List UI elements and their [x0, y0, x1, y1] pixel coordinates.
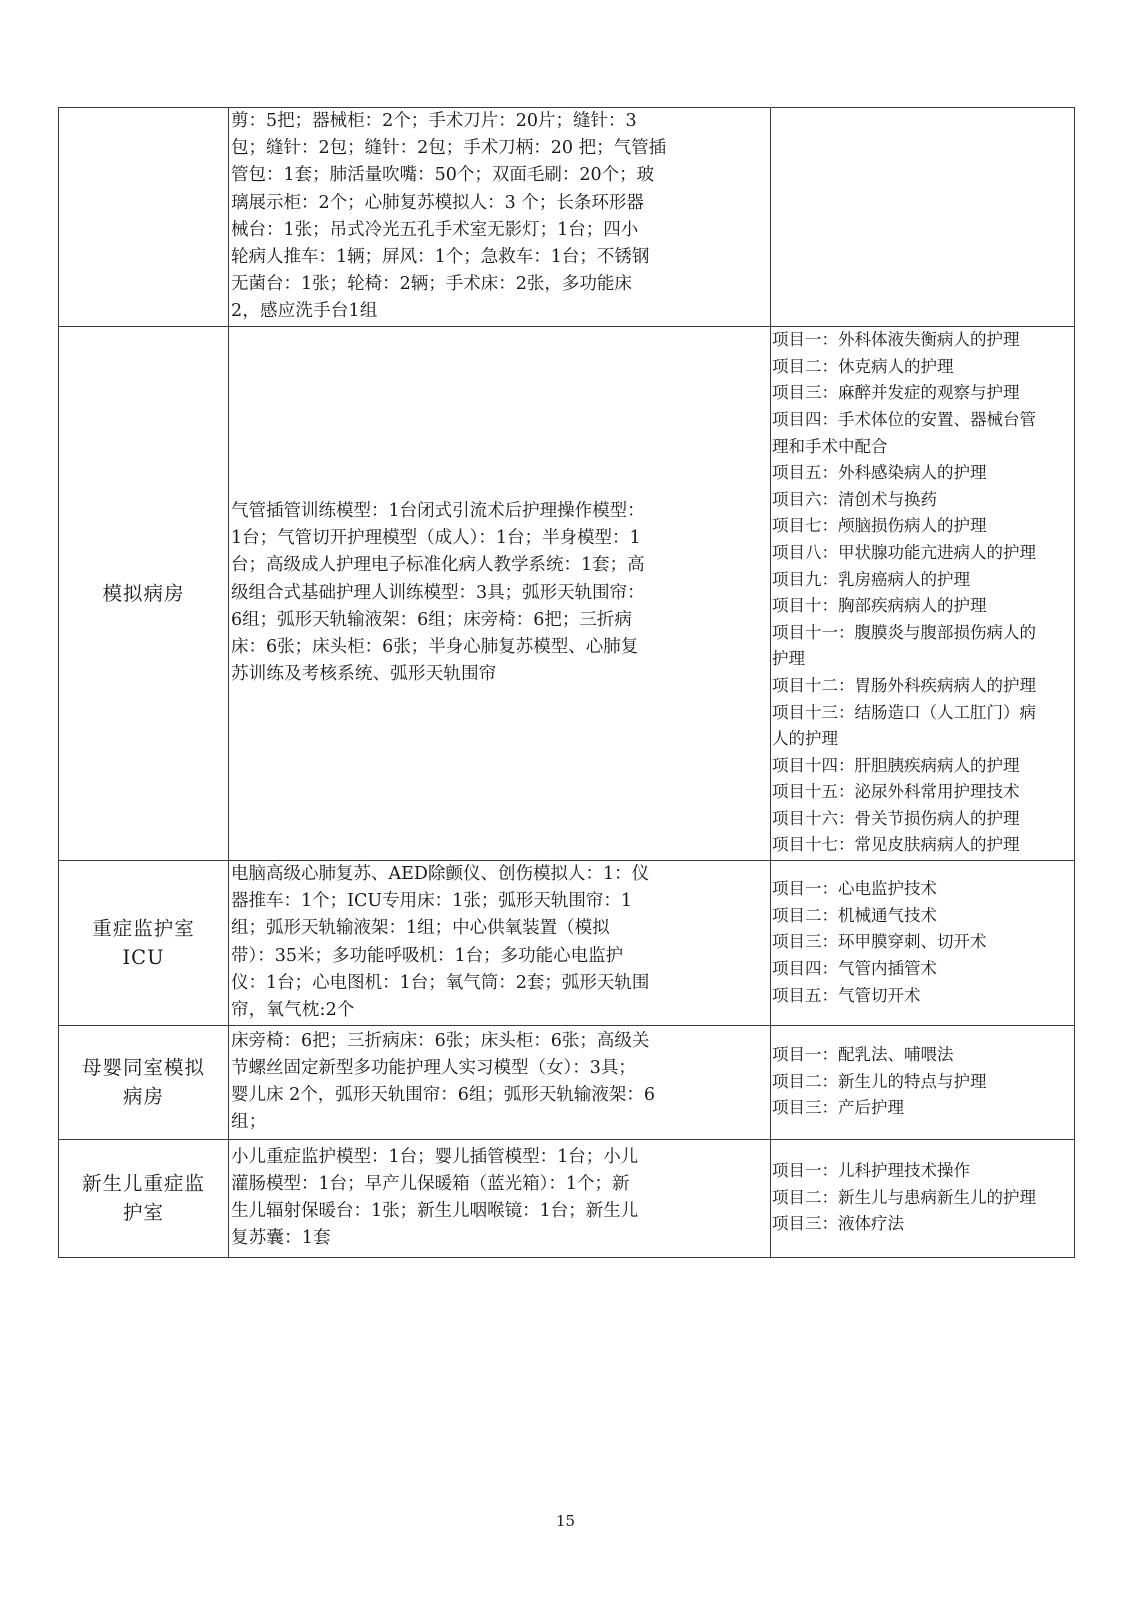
project-item: 项目一：儿科护理技术操作 — [772, 1161, 970, 1181]
equipment-text — [231, 498, 769, 688]
equipment-line: 台；高级成人护理电子标准化病人教学系统：1套；高 — [231, 555, 645, 576]
equipment-line: 帘，氧气枕:2个 — [231, 1000, 355, 1021]
facility-table — [58, 107, 1075, 1258]
equipment-line: 轮病人推车：1辆；屏风：1个；急救车：1台；不锈钢 — [231, 247, 650, 268]
table-row — [59, 860, 1075, 1025]
projects-cell — [771, 326, 1075, 860]
table-row — [59, 1025, 1075, 1139]
project-item: 项目九：乳房癌病人的护理 — [772, 569, 970, 589]
equipment-cell — [229, 1139, 771, 1257]
equipment-text — [231, 108, 769, 326]
equipment-line: 2，感应洗手台1组 — [231, 301, 378, 322]
project-item: 项目十三：结肠造口（人工肛门）病 — [772, 702, 1036, 722]
project-item: 项目三：液体疗法 — [772, 1214, 904, 1234]
equipment-text — [231, 1028, 769, 1137]
project-item: 项目三：产后护理 — [772, 1098, 904, 1118]
equipment-line: 婴儿床 2个，弧形天轨围帘：6组；弧形天轨输液架：6 — [231, 1085, 655, 1106]
equipment-line: 璃展示柜：2个；心肺复苏模拟人：3 个；长条环形器 — [231, 192, 644, 213]
project-item: 项目一：心电监护技术 — [772, 879, 937, 899]
project-item: 项目二：新生儿的特点与护理 — [772, 1071, 987, 1091]
project-item: 项目五：气管切开术 — [772, 985, 921, 1005]
project-item: 项目八：甲状腺功能亢进病人的护理 — [772, 542, 1036, 562]
project-item: 项目二：新生儿与患病新生儿的护理 — [772, 1187, 1036, 1207]
project-item: 项目十五：泌尿外科常用护理技术 — [772, 782, 1020, 802]
room-name-cell — [59, 108, 229, 327]
equipment-line: 复苏囊：1套 — [231, 1228, 331, 1249]
equipment-line: 器推车：1个；ICU专用床：1张；弧形天轨围帘：1 — [231, 891, 632, 912]
project-item: 理和手术中配合 — [772, 436, 888, 456]
table-row — [59, 326, 1075, 860]
equipment-line: 灌肠模型：1台；早产儿保暖箱（蓝光箱）：1个；新 — [231, 1173, 630, 1194]
room-name-line: 护室 — [122, 1201, 164, 1225]
equipment-line: 床旁椅：6把；三折病床：6张；床头柜：6张；高级关 — [231, 1030, 650, 1051]
project-item: 项目一：外科体液失衡病人的护理 — [772, 330, 1020, 350]
equipment-line: 剪：5把；器械柜：2个；手术刀片：20片；缝针：3 — [231, 111, 637, 131]
equipment-text — [231, 861, 769, 1024]
equipment-line: 节螺丝固定新型多功能护理人实习模型（女）：3具； — [231, 1057, 636, 1078]
equipment-line: 管包：1套；肺活量吹嘴：50个；双面毛刷：20个；玻 — [231, 165, 655, 186]
table-row — [59, 108, 1075, 327]
project-item: 项目四：手术体位的安置、器械台管 — [772, 409, 1036, 429]
room-name-line: 母婴同室模拟 — [81, 1056, 205, 1080]
equipment-cell — [229, 108, 771, 327]
project-item: 项目十六：骨关节损伤病人的护理 — [772, 808, 1020, 828]
equipment-line: 级组合式基础护理人训练模型：3具；弧形天轨围帘： — [231, 582, 645, 603]
project-item: 项目十二：胃肠外科疾病病人的护理 — [772, 675, 1036, 695]
room-name-cell — [59, 326, 229, 860]
project-item: 项目四：气管内插管术 — [772, 958, 937, 978]
room-name-line: 重症监护室 — [92, 916, 195, 940]
equipment-line: 组；弧形天轨输液架：1组；中心供氧装置（模拟 — [231, 918, 610, 939]
page-number: 15 — [555, 1512, 576, 1530]
projects-cell — [771, 1139, 1075, 1257]
equipment-line: 组； — [231, 1112, 267, 1133]
room-name-cell — [59, 860, 229, 1025]
project-item: 项目二：休克病人的护理 — [772, 356, 954, 376]
equipment-line: 床：6张；床头柜：6张；半身心肺复苏模型、心肺复 — [231, 636, 639, 657]
equipment-line: 包；缝针：2包；缝针：2包；手术刀柄：20 把；气管插 — [231, 138, 667, 159]
project-item: 项目一：配乳法、哺喂法 — [772, 1045, 954, 1065]
equipment-line: 仪：1台；心电图机：1台；氧气筒：2套；弧形天轨围 — [231, 972, 650, 993]
project-item: 项目七：颅脑损伤病人的护理 — [772, 516, 987, 536]
equipment-line: 苏训练及考核系统、弧形天轨围帘 — [231, 664, 497, 685]
equipment-text — [231, 1144, 769, 1253]
project-item: 项目十：胸部疾病病人的护理 — [772, 596, 987, 616]
facility-table-body — [59, 108, 1075, 1258]
equipment-line: 气管插管训练模型：1台闭式引流术后护理操作模型： — [231, 500, 645, 521]
project-item: 项目二：机械通气技术 — [772, 905, 937, 925]
equipment-line: 带）：35米；多功能呼吸机：1台；多功能心电监护 — [231, 945, 624, 966]
project-item: 项目三：环甲膜穿刺、切开术 — [772, 932, 987, 952]
project-item: 项目五：外科感染病人的护理 — [772, 463, 987, 483]
equipment-line: 小儿重症监护模型：1台；婴儿插管模型：1台；小儿 — [231, 1146, 639, 1167]
equipment-line: 电脑高级心肺复苏、AED除颤仪、创伤模拟人：1：仪 — [231, 864, 650, 885]
equipment-line: 械台：1张；吊式冷光五孔手术室无影灯；1台；四小 — [231, 219, 639, 240]
equipment-cell — [229, 860, 771, 1025]
projects-cell — [771, 1025, 1075, 1139]
room-name-line: 新生儿重症监 — [81, 1172, 205, 1196]
projects-cell — [771, 860, 1075, 1025]
equipment-line: 1台；气管切开护理模型（成人）：1台；半身模型：1 — [231, 528, 641, 549]
equipment-line: 无菌台：1张；轮椅：2辆；手术床：2张，多功能床 — [231, 274, 632, 295]
project-item: 项目六：清创术与换药 — [772, 489, 937, 509]
project-item: 项目十四：肝胆胰疾病病人的护理 — [772, 755, 1020, 775]
project-item: 护理 — [772, 649, 805, 669]
equipment-cell — [229, 326, 771, 860]
equipment-line: 生儿辐射保暖台：1张；新生儿咽喉镜：1台；新生儿 — [231, 1201, 639, 1222]
project-item: 项目三：麻醉并发症的观察与护理 — [772, 383, 1020, 403]
room-name-cell — [59, 1025, 229, 1139]
project-item: 项目十七：常见皮肤病病人的护理 — [772, 835, 1020, 855]
project-item: 项目十一：腹膜炎与腹部损伤病人的 — [772, 622, 1036, 642]
room-name-line: 病房 — [122, 1085, 164, 1109]
projects-cell — [771, 108, 1075, 327]
project-item: 人的护理 — [772, 729, 838, 749]
equipment-line: 6组；弧形天轨输液架：6组；床旁椅：6把；三折病 — [231, 609, 632, 630]
equipment-cell — [229, 1025, 771, 1139]
table-row — [59, 1139, 1075, 1257]
room-name-line: ICU — [122, 945, 165, 969]
room-name-line: 模拟病房 — [102, 581, 185, 605]
room-name-cell — [59, 1139, 229, 1257]
